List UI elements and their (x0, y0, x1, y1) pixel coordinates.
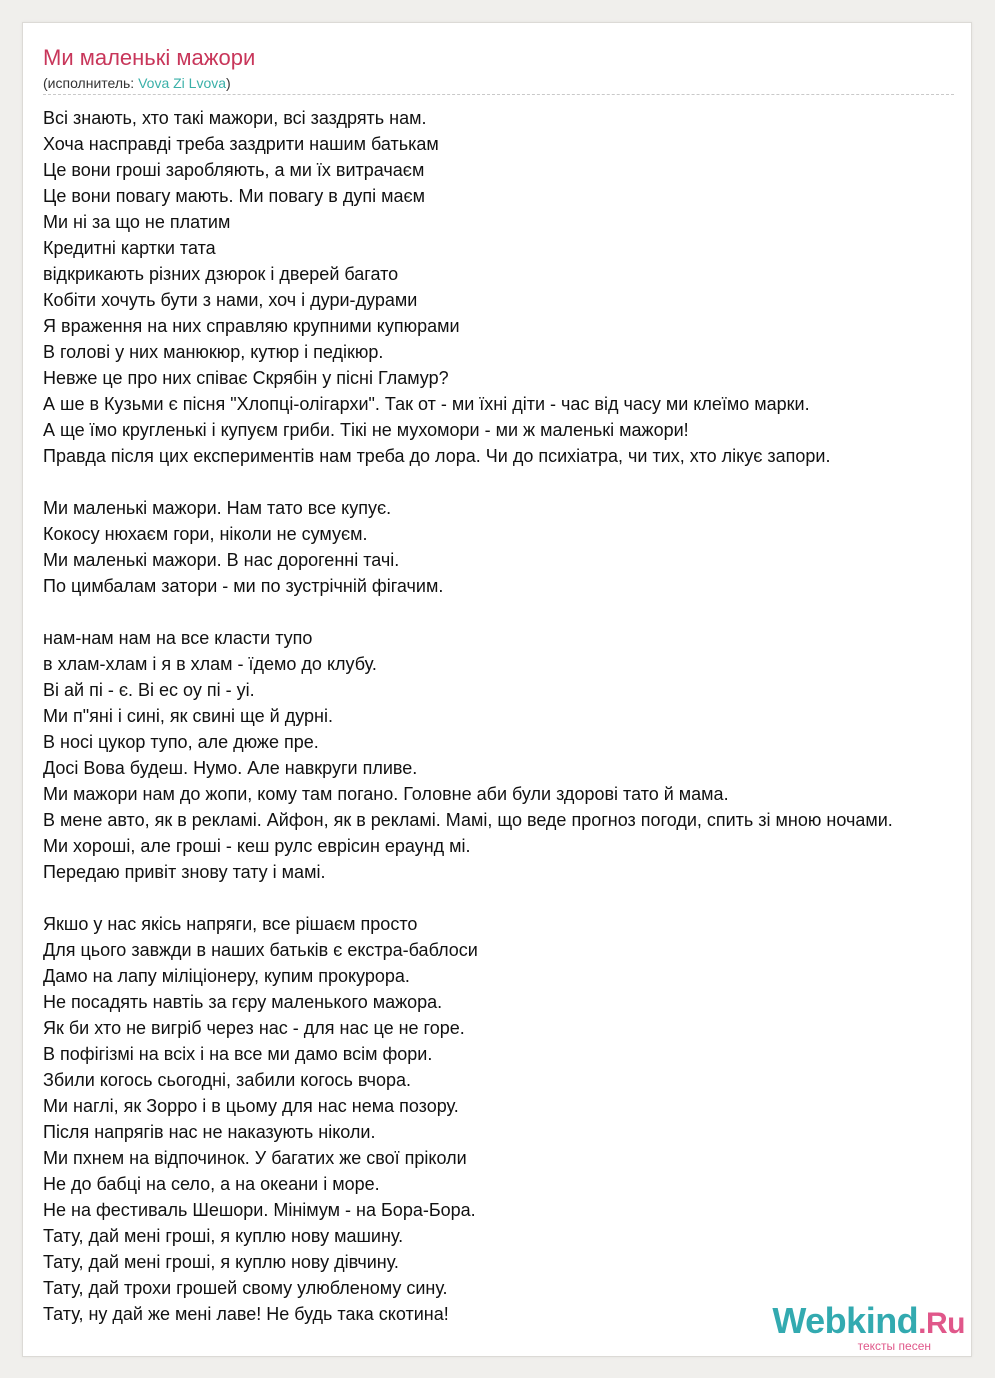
lyrics-line: Передаю привіт знову тату і мамі. (43, 862, 326, 882)
lyrics-line: Тату, ну дай же мені лаве! Не будь така скотина! (43, 1304, 449, 1324)
lyrics-line: Кобіти хочуть бути з нами, хоч і дури-дурами (43, 290, 418, 310)
logo-main-text: Webkind (772, 1300, 919, 1341)
lyrics-line: Ми маленькі мажори. Нам тато все купує. (43, 498, 392, 518)
lyrics-line: В носі цукор тупо, але дюже пре. (43, 732, 319, 752)
lyrics-blank-line (43, 469, 893, 495)
artist-link[interactable]: Vova Zi Lvova (138, 75, 227, 91)
site-logo[interactable] (772, 1302, 965, 1352)
lyrics-line: В мене авто, як в рекламі. Айфон, як в рекламі. Мамі, що веде прогноз погоди, спить зі мною ночами. (43, 810, 893, 830)
lyrics-line: Як би хто не вигріб через нас - для нас це не горе. (43, 1018, 465, 1038)
lyrics-line: Після напрягів нас не наказують ніколи. (43, 1122, 376, 1142)
artist-prefix: (исполнитель: (43, 75, 139, 91)
lyrics-line: Збили когось сьогодні, забили когось вчора. (43, 1070, 412, 1090)
lyrics-line: нам-нам нам на все класти тупо (43, 628, 313, 648)
lyrics-line: Ми пхнем на відпочинок. У багатих же свої пріколи (43, 1148, 467, 1168)
lyrics-line: Це вони повагу мають. Ми повагу в дупі маєм (43, 186, 426, 206)
lyrics-line: А ще їмо кругленькі і купуєм гриби. Тікі не мухомори - ми ж маленькі мажори! (43, 420, 689, 440)
lyrics-line: Кредитні картки тата (43, 238, 216, 258)
logo-tagline: тексты песен (857, 1339, 931, 1353)
lyrics-line: Для цього завжди в наших батьків є екстра-баблоси (43, 940, 478, 960)
lyrics-line: Не до бабці на село, а на океани і море. (43, 1174, 380, 1194)
lyrics-line: Ві ай пі - є. Ві ес оу пі - уі. (43, 680, 255, 700)
artist-line (43, 74, 231, 92)
lyrics-line: Правда після цих експериментів нам треба до лора. Чи до психіатра, чи тих, хто лікує запори. (43, 446, 831, 466)
lyrics-line: Тату, дай мені гроші, я куплю нову машину. (43, 1226, 404, 1246)
lyrics-line: Ми наглі, як Зорро і в цьому для нас нема позору. (43, 1096, 459, 1116)
lyrics-line: Це вони гроші заробляють, а ми їх витрачаєм (43, 160, 425, 180)
lyrics-line: Ми хороші, але гроші - кеш рулс еврісин ераунд мі. (43, 836, 471, 856)
lyrics-card (22, 22, 972, 1357)
artist-suffix: ) (226, 75, 231, 91)
lyrics-line: В голові у них манюкюр, кутюр і педікюр. (43, 342, 384, 362)
lyrics-line: Ми п"яні і сині, як свині ще й дурні. (43, 706, 333, 726)
lyrics-line: Тату, дай трохи грошей свому улюбленому сину. (43, 1278, 448, 1298)
lyrics-line: А ше в Кузьми є пісня "Хлопці-олігархи". Так от - ми їхні діти - час від часу ми клеїмо марки. (43, 394, 810, 414)
lyrics-line: Ми ні за що не платим (43, 212, 231, 232)
lyrics-line: Всі знають, хто такі мажори, всі заздрять нам. (43, 108, 427, 128)
lyrics-line: Ми мажори нам до жопи, кому там погано. Головне аби були здорові тато й мама. (43, 784, 729, 804)
lyrics-line: Не на фестиваль Шешори. Мінімум - на Бора-Бора. (43, 1200, 476, 1220)
lyrics-line: Дамо на лапу міліціонеру, купим прокурора. (43, 966, 410, 986)
lyrics-line: Невже це про них співає Скрябін у пісні Гламур? (43, 368, 449, 388)
logo-wordmark (772, 1302, 965, 1343)
lyrics-line: Кокосу нюхаєм гори, ніколи не сумуєм. (43, 524, 368, 544)
lyrics-line: в хлам-хлам і я в хлам - їдемо до клубу. (43, 654, 377, 674)
lyrics-blank-line (43, 599, 893, 625)
lyrics-line: Я враження на них справляю крупними купюрами (43, 316, 460, 336)
lyrics-blank-line (43, 885, 893, 911)
lyrics-line: відкрикають різних дзюрок і дверей багато (43, 264, 399, 284)
title-divider (43, 94, 954, 95)
lyrics-line: Не посадять навтіь за гєру маленького мажора. (43, 992, 443, 1012)
song-title: Ми маленькі мажори (43, 45, 256, 70)
lyrics-line: Якшо у нас якісь напряги, все рішаєм просто (43, 914, 418, 934)
lyrics-line: По цимбалам затори - ми по зустрічній фігачим. (43, 576, 444, 596)
lyrics-body (43, 105, 893, 1327)
logo-tld: .Ru (918, 1307, 965, 1340)
lyrics-line: Хоча насправді треба заздрити нашим батькам (43, 134, 439, 154)
lyrics-line: Ми маленькі мажори. В нас дорогенні тачі. (43, 550, 400, 570)
lyrics-line: Тату, дай мені гроші, я куплю нову дівчину. (43, 1252, 399, 1272)
lyrics-line: Досі Вова будеш. Нумо. Але навкруги пливе. (43, 758, 418, 778)
lyrics-line: В пофігізмі на всіх і на все ми дамо всім фори. (43, 1044, 433, 1064)
